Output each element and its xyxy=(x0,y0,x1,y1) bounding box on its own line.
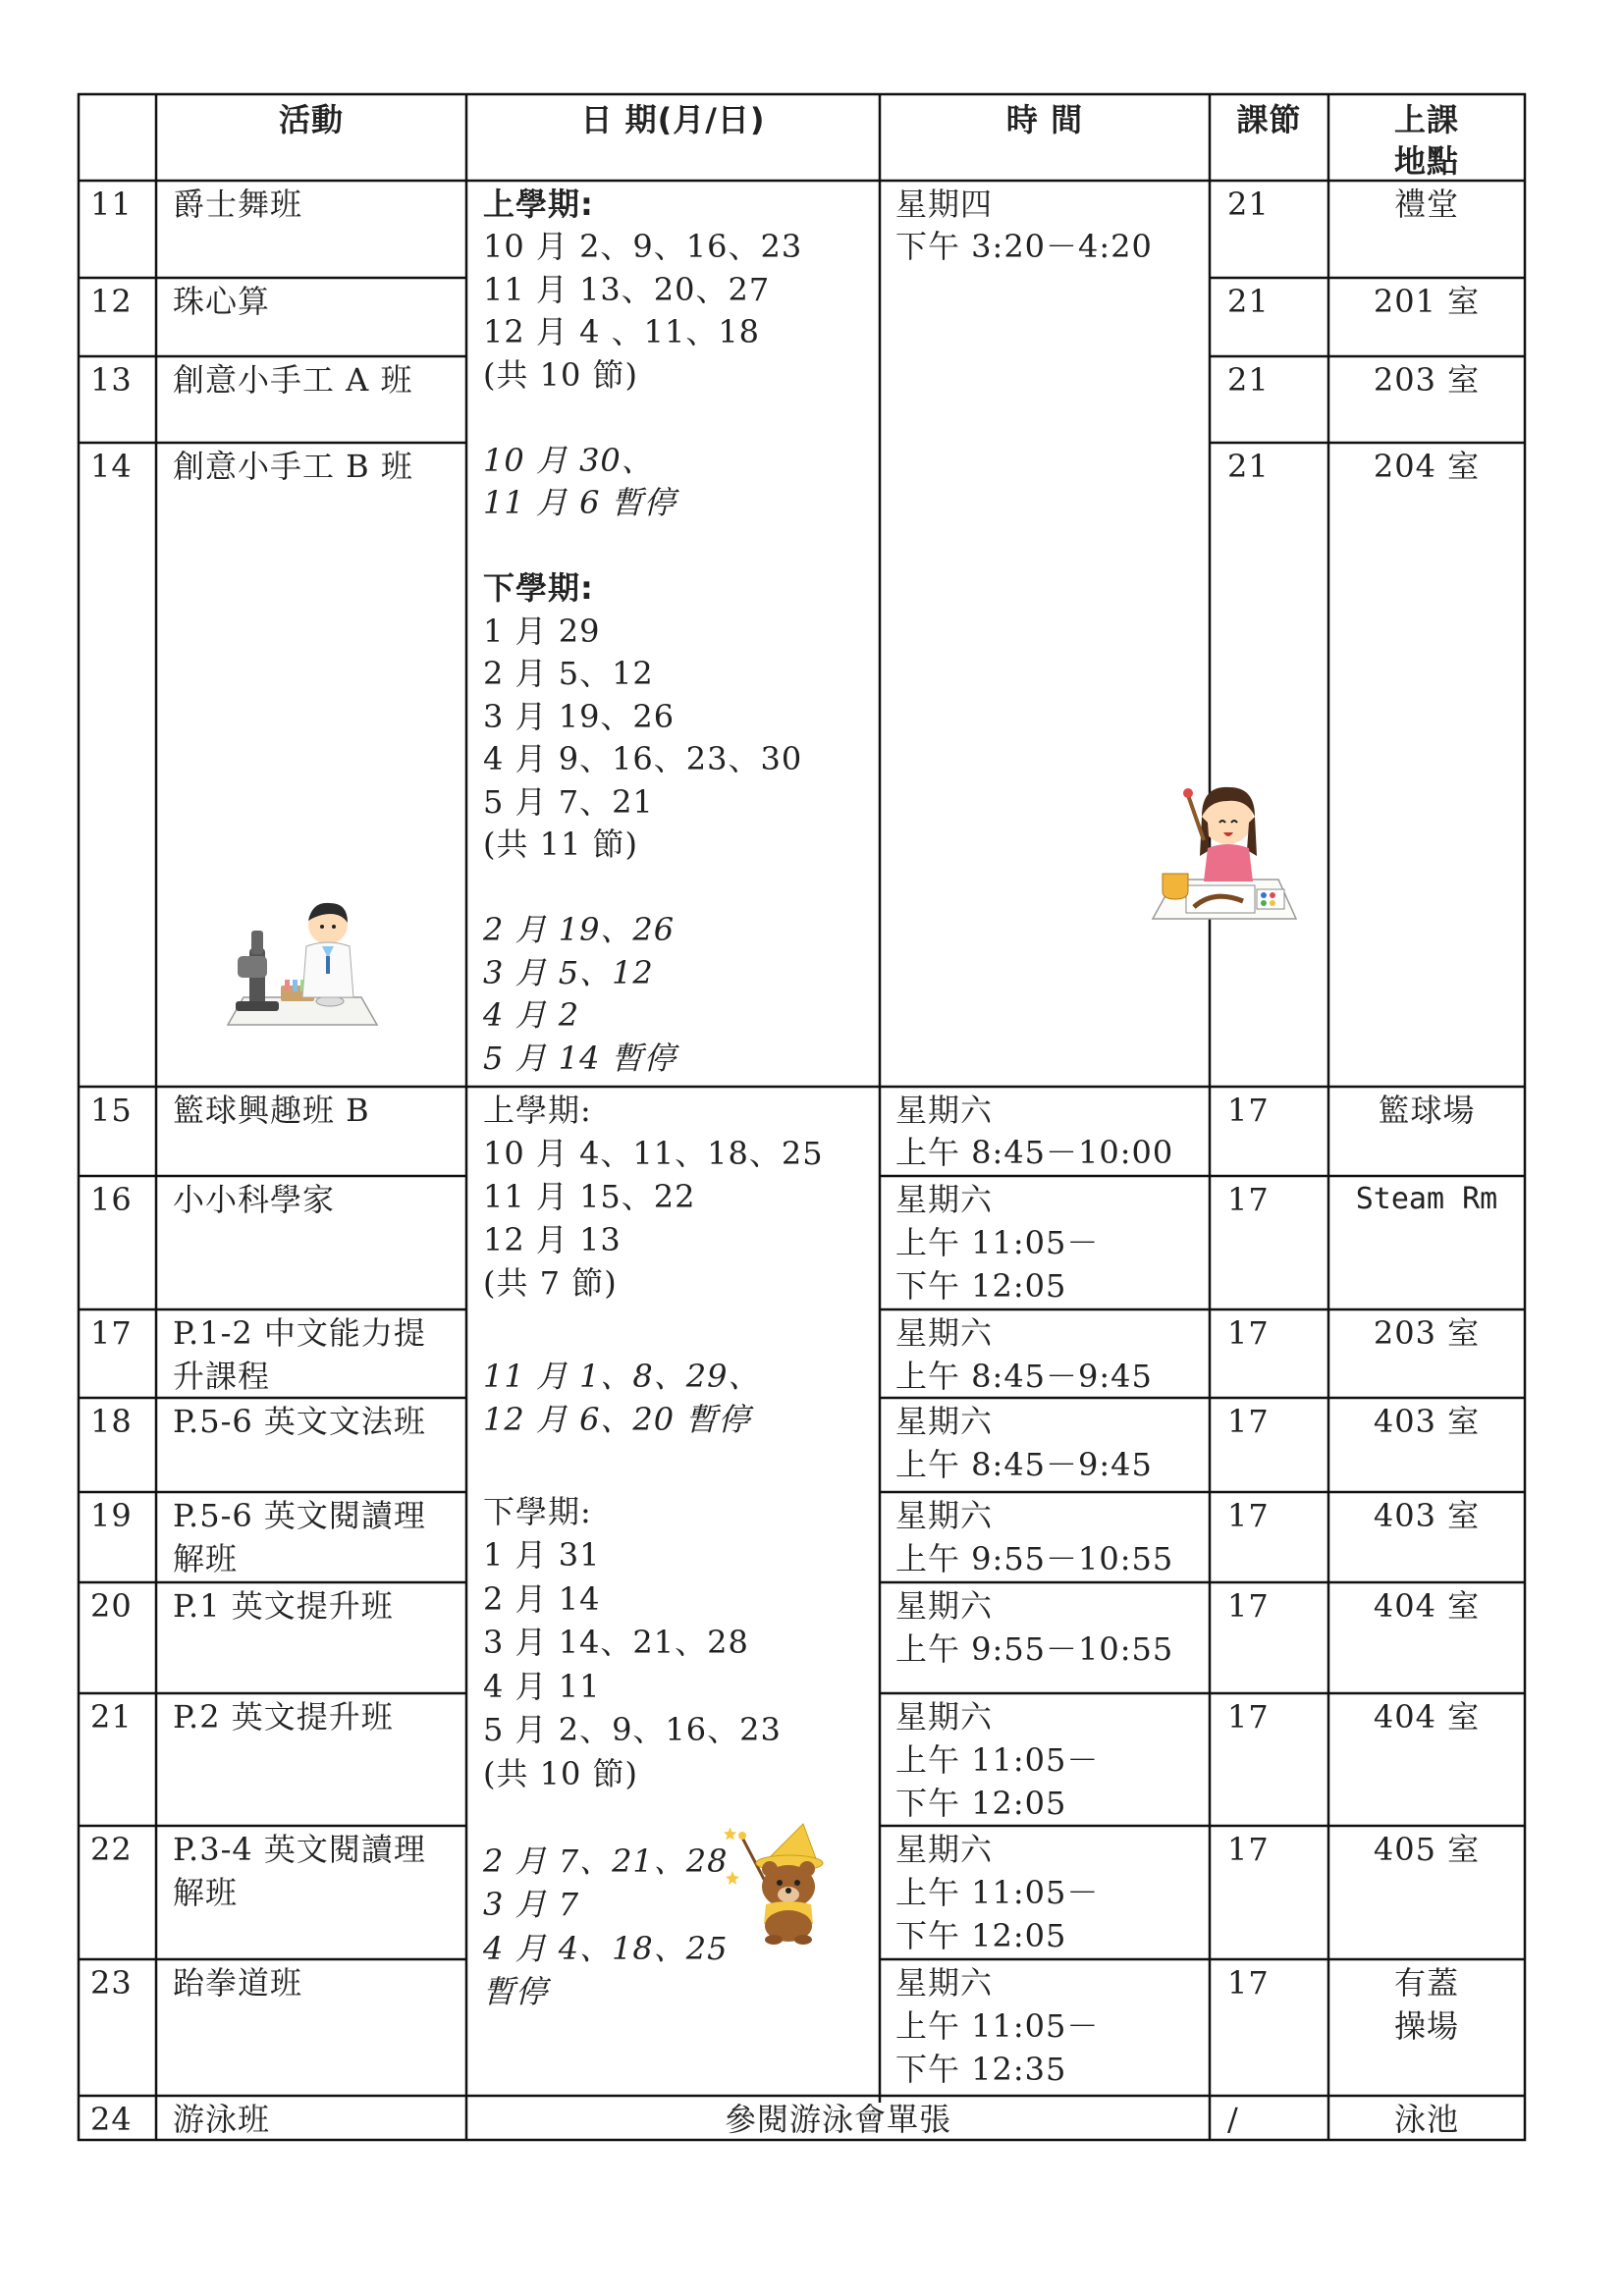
venue-line1: 有蓋 xyxy=(1393,1964,1459,2002)
venue: 泳池 xyxy=(1393,2101,1459,2138)
schedule-day: 星期六 xyxy=(895,1092,994,1129)
term-label: 下學期: xyxy=(483,1493,592,1530)
venue: 204 室 xyxy=(1373,448,1481,485)
date-line: 12 月 13 xyxy=(483,1221,622,1258)
paused-date: 4 月 4、18、25 xyxy=(483,1930,729,1967)
lesson-count: 21 xyxy=(1227,283,1270,320)
paused-date: 12 月 6、20 暫停 xyxy=(483,1401,751,1438)
row-number: 17 xyxy=(90,1314,133,1352)
activity-name: 跆拳道班 xyxy=(173,1964,303,2002)
lesson-count: 21 xyxy=(1227,186,1270,223)
lesson-count: / xyxy=(1227,2101,1239,2138)
date-line: 4 月 9、16、23、30 xyxy=(483,740,803,777)
date-line: 12 月 4 、11、18 xyxy=(483,313,761,350)
lesson-count: 17 xyxy=(1227,1092,1270,1129)
venue: 403 室 xyxy=(1373,1497,1481,1534)
swim-note: 參閱游泳會單張 xyxy=(724,2101,951,2138)
header-lessons: 課節 xyxy=(1236,101,1302,138)
schedule-time: 上午 11:05－ xyxy=(895,1224,1100,1261)
lesson-count: 17 xyxy=(1227,1314,1270,1352)
lesson-count: 17 xyxy=(1227,1181,1270,1218)
row-number: 20 xyxy=(90,1587,133,1625)
paused-date: 3 月 5、12 xyxy=(483,954,654,991)
schedule-day: 星期六 xyxy=(895,1403,994,1440)
term-label: 上學期: xyxy=(483,1092,592,1129)
row-number: 21 xyxy=(90,1698,133,1735)
row-number: 24 xyxy=(90,2101,133,2138)
lesson-count: 17 xyxy=(1227,1403,1270,1440)
lesson-count: 17 xyxy=(1227,1698,1270,1735)
schedule-day: 星期四 xyxy=(895,186,994,223)
venue: 203 室 xyxy=(1373,361,1481,399)
schedule-time: 上午 11:05－ xyxy=(895,1874,1100,1911)
girl-painting-illustration xyxy=(1145,772,1302,929)
lesson-count: 17 xyxy=(1227,1587,1270,1625)
activity-name-line1: P.3-4 英文閱讀理 xyxy=(173,1831,426,1868)
term-label: 上學期: xyxy=(483,186,594,223)
lesson-count: 21 xyxy=(1227,448,1270,485)
paused-date: 4 月 2 xyxy=(483,996,580,1034)
activity-name-line2: 解班 xyxy=(173,1540,239,1577)
lesson-count: 17 xyxy=(1227,1497,1270,1534)
row-number: 18 xyxy=(90,1403,133,1440)
row-number: 15 xyxy=(90,1092,133,1129)
schedule-day: 星期六 xyxy=(895,1181,994,1218)
lesson-total: (共 7 節) xyxy=(483,1264,618,1302)
venue-line2: 操場 xyxy=(1393,2007,1459,2045)
row-number: 13 xyxy=(90,361,133,399)
header-time: 時 間 xyxy=(1005,101,1084,138)
activity-name: 小小科學家 xyxy=(173,1181,336,1218)
schedule-day: 星期六 xyxy=(895,1497,994,1534)
schedule-time: 上午 11:05－ xyxy=(895,2007,1100,2045)
row-number: 22 xyxy=(90,1831,133,1868)
venue: 404 室 xyxy=(1373,1698,1481,1735)
venue: 203 室 xyxy=(1373,1314,1481,1352)
scientist-microscope-illustration xyxy=(224,895,381,1033)
activity-name-line1: P.1-2 中文能力提 xyxy=(173,1314,426,1352)
header-venue-line1: 上課 xyxy=(1393,101,1459,138)
lesson-total: (共 10 節) xyxy=(483,356,639,394)
schedule-day: 星期六 xyxy=(895,1964,994,2002)
lesson-count: 17 xyxy=(1227,1964,1270,2002)
wizard-bear-illustration xyxy=(723,1818,840,1946)
date-line: 2 月 5、12 xyxy=(483,655,654,692)
paused-date: 11 月 6 暫停 xyxy=(483,484,677,521)
term-label: 下學期: xyxy=(483,569,594,607)
activity-name: 游泳班 xyxy=(173,2101,271,2138)
row-number: 23 xyxy=(90,1964,133,2002)
venue: 404 室 xyxy=(1373,1587,1481,1625)
schedule-time: 上午 8:45－9:45 xyxy=(895,1446,1153,1483)
activity-name: 爵士舞班 xyxy=(173,186,303,223)
header-date: 日 期(月/日) xyxy=(580,101,766,138)
activity-name: 創意小手工 B 班 xyxy=(173,448,413,485)
date-line: 5 月 2、9、16、23 xyxy=(483,1711,782,1748)
schedule-day: 星期六 xyxy=(895,1831,994,1868)
lesson-total: (共 11 節) xyxy=(483,826,639,863)
date-line: 2 月 14 xyxy=(483,1580,601,1618)
venue: 201 室 xyxy=(1373,283,1481,320)
activity-name: P.1 英文提升班 xyxy=(173,1587,394,1625)
activity-name-line2: 升課程 xyxy=(173,1358,271,1395)
venue: 籃球場 xyxy=(1378,1092,1476,1129)
schedule-time: 上午 8:45－10:00 xyxy=(895,1134,1174,1171)
venue: 405 室 xyxy=(1373,1831,1481,1868)
date-line: 10 月 4、11、18、25 xyxy=(483,1135,824,1172)
venue: 403 室 xyxy=(1373,1403,1481,1440)
activity-name: P.5-6 英文文法班 xyxy=(173,1403,426,1440)
activity-name: P.2 英文提升班 xyxy=(173,1698,394,1735)
activity-name: 創意小手工 A 班 xyxy=(173,361,413,399)
schedule-day: 星期六 xyxy=(895,1587,994,1625)
date-line: 11 月 13、20、27 xyxy=(483,271,771,308)
schedule-time: 下午 3:20－4:20 xyxy=(895,228,1153,265)
paused-date: 10 月 30、 xyxy=(483,442,654,479)
activity-name: 珠心算 xyxy=(173,283,271,320)
venue: 禮堂 xyxy=(1393,186,1459,223)
paused-date: 2 月 7、21、28 xyxy=(483,1842,729,1880)
paused-date: 2 月 19、26 xyxy=(483,911,676,948)
date-line: 5 月 7、21 xyxy=(483,783,654,821)
row-number: 14 xyxy=(90,448,133,485)
date-line: 1 月 31 xyxy=(483,1536,601,1574)
schedule-time: 上午 9:55－10:55 xyxy=(895,1540,1174,1577)
activity-name: 籃球興趣班 B xyxy=(173,1092,370,1129)
row-number: 12 xyxy=(90,283,133,320)
header-activity: 活動 xyxy=(278,101,344,138)
date-line: 10 月 2、9、16、23 xyxy=(483,228,803,265)
date-line: 3 月 14、21、28 xyxy=(483,1624,749,1661)
schedule-time-end: 下午 12:05 xyxy=(895,1267,1067,1305)
row-number: 19 xyxy=(90,1497,133,1534)
lesson-count: 21 xyxy=(1227,361,1270,399)
venue: Steam Rm xyxy=(1355,1182,1498,1216)
row-number: 16 xyxy=(90,1181,133,1218)
lesson-count: 17 xyxy=(1227,1831,1270,1868)
activity-name-line2: 解班 xyxy=(173,1874,239,1911)
schedule-day: 星期六 xyxy=(895,1698,994,1735)
schedule-time-end: 下午 12:35 xyxy=(895,2051,1067,2088)
row-number: 11 xyxy=(90,186,133,223)
paused-date: 5 月 14 暫停 xyxy=(483,1040,677,1077)
date-line: 4 月 11 xyxy=(483,1668,601,1705)
header-venue-line2: 地點 xyxy=(1393,142,1459,180)
lesson-total: (共 10 節) xyxy=(483,1755,639,1792)
paused-date: 11 月 1、8、29、 xyxy=(483,1358,761,1395)
paused-date: 暫停 xyxy=(483,1973,549,2010)
date-line: 11 月 15、22 xyxy=(483,1178,696,1215)
schedule-time: 上午 9:55－10:55 xyxy=(895,1630,1174,1668)
schedule-time-end: 下午 12:05 xyxy=(895,1917,1067,1954)
schedule-time: 上午 11:05－ xyxy=(895,1741,1100,1779)
schedule-time: 上午 8:45－9:45 xyxy=(895,1358,1153,1395)
schedule-time-end: 下午 12:05 xyxy=(895,1785,1067,1822)
date-line: 3 月 19、26 xyxy=(483,698,676,735)
activity-name-line1: P.5-6 英文閱讀理 xyxy=(173,1497,426,1534)
paused-date: 3 月 7 xyxy=(483,1886,580,1923)
schedule-day: 星期六 xyxy=(895,1314,994,1352)
date-line: 1 月 29 xyxy=(483,613,601,650)
